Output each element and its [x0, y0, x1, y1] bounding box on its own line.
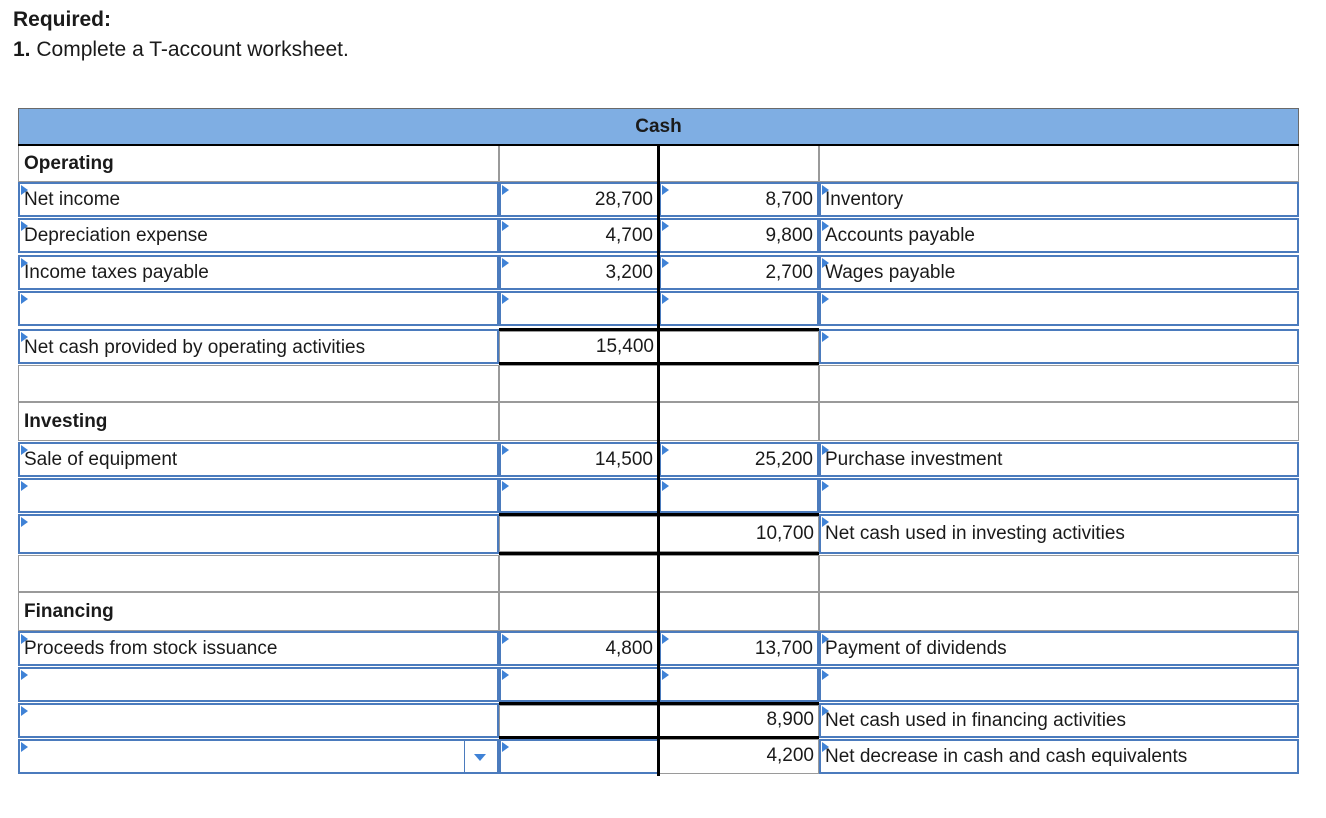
dropdown-marker-icon — [662, 634, 669, 644]
total-label-select[interactable] — [18, 329, 499, 364]
credit-label: Inventory — [825, 189, 904, 210]
debit-label: Income taxes payable — [24, 262, 209, 283]
credit-amount-input[interactable] — [659, 631, 819, 666]
empty-cell — [819, 402, 1299, 441]
credit-amount-input[interactable] — [659, 255, 819, 290]
credit-amount: 9,800 — [765, 225, 813, 246]
credit-amount-input[interactable] — [659, 182, 819, 217]
credit-label: Purchase investment — [825, 449, 1003, 470]
total-label-select[interactable] — [18, 703, 499, 738]
dropdown-marker-icon — [21, 258, 28, 268]
credit-label: Accounts payable — [825, 225, 975, 246]
total-label-select[interactable] — [18, 514, 499, 554]
dropdown-marker-icon — [662, 294, 669, 304]
empty-cell — [819, 145, 1299, 182]
net-change-credit-amount: 4,200 — [659, 739, 819, 774]
credit-label-select[interactable] — [819, 631, 1299, 666]
debit-label-select[interactable] — [18, 478, 499, 513]
debit-label-select[interactable] — [18, 255, 499, 290]
credit-amount: 25,200 — [754, 449, 813, 470]
net-change-label-select[interactable] — [18, 739, 499, 774]
empty-cell — [819, 365, 1299, 402]
credit-amount-input[interactable] — [659, 478, 819, 513]
debit-label-select[interactable] — [18, 442, 499, 477]
dropdown-marker-icon — [822, 742, 829, 752]
dropdown-marker-icon — [662, 670, 669, 680]
credit-label-select[interactable] — [819, 478, 1299, 513]
total-credit-label: Net cash used in investing activities — [825, 523, 1125, 544]
total-debit-amount — [499, 516, 659, 552]
debit-label-select[interactable] — [18, 182, 499, 217]
empty-cell — [499, 145, 659, 182]
t-account-worksheet — [18, 108, 1299, 776]
dropdown-marker-icon — [662, 185, 669, 195]
chevron-down-icon — [474, 754, 486, 761]
debit-label-select[interactable] — [18, 218, 499, 253]
empty-cell — [659, 145, 819, 182]
debit-label: Net income — [24, 189, 121, 210]
empty-cell — [819, 555, 1299, 592]
debit-amount-input[interactable] — [499, 442, 659, 477]
credit-amount-input[interactable] — [659, 667, 819, 702]
credit-label-select[interactable] — [819, 182, 1299, 217]
t-account-center-line — [657, 145, 660, 776]
debit-amount-input[interactable] — [499, 218, 659, 253]
dropdown-marker-icon — [21, 445, 28, 455]
debit-label: Depreciation expense — [24, 225, 208, 246]
credit-amount-input[interactable] — [659, 291, 819, 326]
dropdown-marker-icon — [822, 481, 829, 491]
dropdown-marker-icon — [502, 185, 509, 195]
credit-amount-input[interactable] — [659, 442, 819, 477]
debit-label-select[interactable] — [18, 631, 499, 666]
credit-amount: 2,700 — [765, 262, 813, 283]
dropdown-marker-icon — [822, 221, 829, 231]
total-label-select[interactable] — [819, 329, 1299, 364]
credit-label-select[interactable] — [819, 255, 1299, 290]
empty-cell — [18, 365, 499, 402]
task-instruction — [13, 38, 349, 62]
dropdown-marker-icon — [502, 221, 509, 231]
total-credit-amount: 8,900 — [659, 705, 819, 737]
total-label: Net cash provided by operating activities — [24, 337, 366, 358]
debit-amount: 4,700 — [605, 225, 653, 246]
credit-label: Payment of dividends — [825, 638, 1007, 659]
total-debit-amount — [499, 705, 659, 737]
empty-cell — [18, 555, 499, 592]
empty-cell — [659, 592, 819, 631]
debit-amount-input[interactable] — [499, 291, 659, 326]
credit-amount: 13,700 — [754, 638, 813, 659]
dropdown-marker-icon — [21, 294, 28, 304]
dropdown-marker-icon — [822, 258, 829, 268]
debit-amount: 4,800 — [605, 638, 653, 659]
credit-label-select[interactable] — [819, 442, 1299, 477]
dropdown-marker-icon — [21, 332, 28, 342]
empty-cell — [499, 402, 659, 441]
total-label-select[interactable] — [819, 703, 1299, 738]
debit-label-select[interactable] — [18, 667, 499, 702]
dropdown-marker-icon — [21, 634, 28, 644]
dropdown-marker-icon — [21, 706, 28, 716]
dropdown-marker-icon — [822, 294, 829, 304]
dropdown-marker-icon — [21, 517, 28, 527]
dropdown-marker-icon — [21, 742, 28, 752]
task-text: Complete a T-account worksheet. — [36, 38, 349, 61]
dropdown-marker-icon — [662, 445, 669, 455]
total-label-select[interactable] — [819, 514, 1299, 554]
debit-amount: 14,500 — [594, 449, 653, 470]
dropdown-marker-icon — [662, 221, 669, 231]
debit-label: Sale of equipment — [24, 449, 178, 470]
dropdown-marker-icon — [822, 634, 829, 644]
debit-label: Proceeds from stock issuance — [24, 638, 278, 659]
section-heading-financing: Financing — [18, 592, 499, 631]
credit-label-select[interactable] — [819, 667, 1299, 702]
empty-cell — [499, 365, 659, 402]
net-change-debit-input[interactable] — [499, 739, 659, 774]
dropdown-marker-icon — [502, 294, 509, 304]
empty-cell — [659, 365, 819, 402]
credit-amount-input[interactable] — [659, 218, 819, 253]
section-heading-operating: Operating — [18, 145, 499, 182]
dropdown-marker-icon — [822, 706, 829, 716]
dropdown-marker-icon — [502, 445, 509, 455]
credit-label-select[interactable] — [819, 218, 1299, 253]
dropdown-marker-icon — [502, 742, 509, 752]
dropdown-marker-icon — [822, 670, 829, 680]
debit-amount: 3,200 — [605, 262, 653, 283]
empty-cell — [499, 555, 659, 592]
net-change-credit-label-select[interactable] — [819, 739, 1299, 774]
empty-cell — [499, 592, 659, 631]
total-credit-label: Net cash used in financing activities — [825, 710, 1126, 731]
dropdown-marker-icon — [502, 258, 509, 268]
debit-amount: 28,700 — [594, 189, 653, 210]
total-credit-amount: 10,700 — [659, 516, 819, 552]
empty-cell — [659, 402, 819, 441]
debit-amount-input[interactable] — [499, 255, 659, 290]
dropdown-marker-icon — [21, 185, 28, 195]
section-heading-investing: Investing — [18, 402, 499, 441]
debit-amount-input[interactable] — [499, 667, 659, 702]
dropdown-marker-icon — [822, 185, 829, 195]
dropdown-marker-icon — [662, 481, 669, 491]
net-change-credit-label: Net decrease in cash and cash equivalents — [825, 746, 1188, 767]
debit-amount-input[interactable] — [499, 631, 659, 666]
dropdown-marker-icon — [21, 221, 28, 231]
empty-cell — [659, 555, 819, 592]
dropdown-marker-icon — [21, 670, 28, 680]
total-debit-amount: 15,400 — [499, 331, 659, 364]
header-rule — [18, 144, 1299, 146]
debit-amount-input[interactable] — [499, 478, 659, 513]
total-credit-amount — [659, 331, 819, 364]
dropdown-marker-icon — [502, 634, 509, 644]
dropdown-toggle[interactable] — [464, 739, 496, 774]
required-label: Required: — [13, 8, 112, 31]
debit-label-select[interactable] — [18, 291, 499, 326]
dropdown-marker-icon — [822, 445, 829, 455]
dropdown-marker-icon — [21, 481, 28, 491]
dropdown-marker-icon — [822, 332, 829, 342]
credit-label: Wages payable — [825, 262, 956, 283]
empty-cell — [819, 592, 1299, 631]
credit-label-select[interactable] — [819, 291, 1299, 326]
dropdown-marker-icon — [502, 481, 509, 491]
debit-amount-input[interactable] — [499, 182, 659, 217]
credit-amount: 8,700 — [765, 189, 813, 210]
dropdown-marker-icon — [502, 670, 509, 680]
dropdown-marker-icon — [822, 517, 829, 527]
account-title: Cash — [18, 108, 1299, 145]
dropdown-marker-icon — [662, 258, 669, 268]
task-number: 1. — [13, 38, 31, 61]
